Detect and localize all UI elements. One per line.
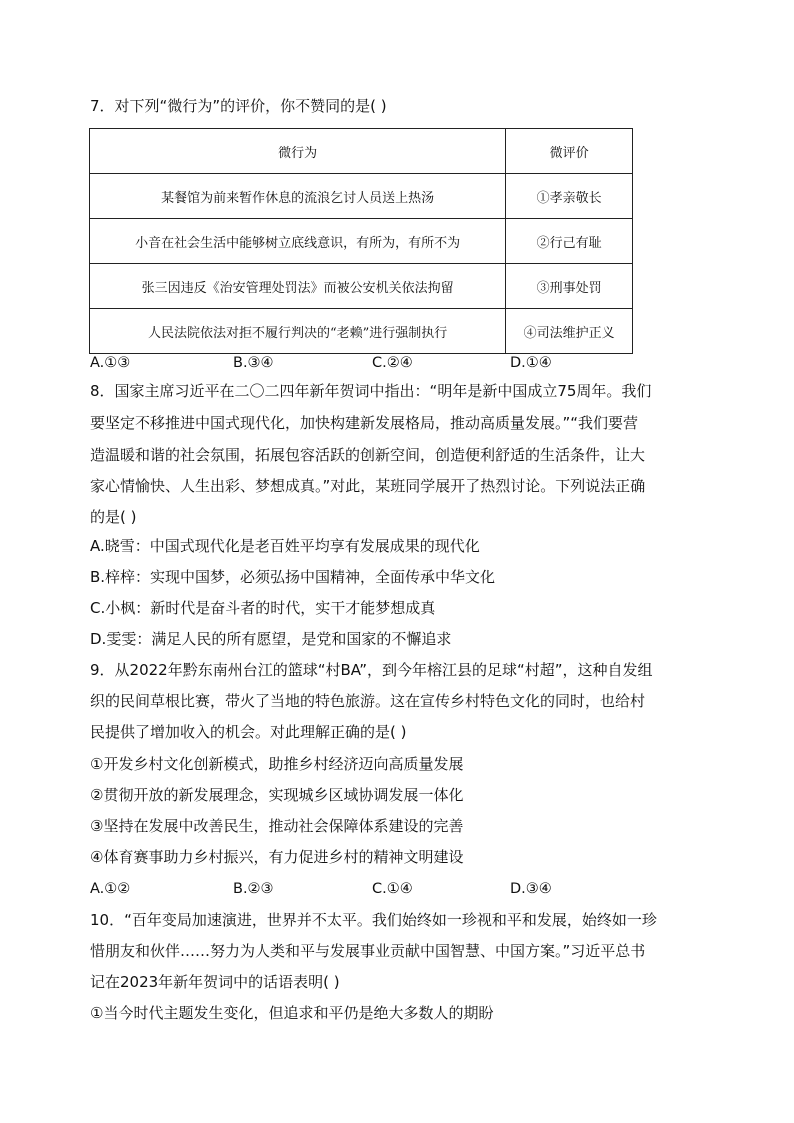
q10-stem-line: 10．“百年变局加速演进，世界并不太平。我们始终如一珍视和平和发展，始终如一珍 — [90, 911, 657, 929]
q9-stem-line: 民提供了增加收入的机会。对此理解正确的是( ) — [90, 723, 407, 741]
q8-choice-c: C.小枫：新时代是奋斗者的时代，实干才能梦想成真 — [90, 599, 436, 617]
q9-stem-line: 织的民间草根比赛，带火了当地的特色旅游。这在宣传乡村特色文化的同时，也给村 — [90, 692, 646, 710]
table-header-behavior: 微行为 — [90, 129, 506, 174]
q8-stem-line: 造温暖和谐的社会氛围，拓展包容活跃的创新空间，创造便利舒适的生活条件，让大 — [90, 446, 646, 464]
table-row — [90, 309, 633, 354]
option-c: C.②④ — [372, 355, 413, 371]
table-row — [90, 174, 633, 219]
option-c: C.①④ — [372, 881, 413, 897]
table-cell-behavior: 张三因违反《治安管理处罚法》而被公安机关依法拘留 — [90, 264, 506, 309]
q7-options — [90, 353, 650, 373]
q9-options — [90, 879, 650, 899]
option-b: B.③④ — [233, 355, 274, 371]
q9-statement: ②贯彻开放的新发展理念，实现城乡区域协调发展一体化 — [90, 786, 464, 804]
table-cell-evaluation: ④司法维护正义 — [506, 309, 633, 354]
q8-stem-line: 的是( ) — [90, 508, 137, 526]
q9-statement: ④体育赛事助力乡村振兴，有力促进乡村的精神文明建设 — [90, 848, 464, 866]
q8-choice-d: D.雯雯：满足人民的所有愿望，是党和国家的不懈追求 — [90, 630, 452, 648]
q9-stem-line: 9．从2022年黔东南州台江的篮球“村BA”，到今年榕江县的足球“村超”，这种自发组 — [90, 661, 653, 679]
table-cell-behavior: 某餐馆为前来暂作休息的流浪乞讨人员送上热汤 — [90, 174, 506, 219]
q9-statement: ③坚持在发展中改善民生，推动社会保障体系建设的完善 — [90, 817, 464, 835]
q8-choice-a: A.晓雪：中国式现代化是老百姓平均享有发展成果的现代化 — [90, 537, 480, 555]
q8-stem-line: 要坚定不移推进中国式现代化，加快构建新发展格局，推动高质量发展。”“我们要营 — [90, 414, 639, 432]
option-d: D.③④ — [510, 881, 552, 897]
table-cell-evaluation: ③刑事处罚 — [506, 264, 633, 309]
q8-choice-b: B.梓梓：实现中国梦，必须弘扬中国精神，全面传承中华文化 — [90, 568, 496, 586]
q9-statement: ①开发乡村文化创新模式，助推乡村经济迈向高质量发展 — [90, 755, 464, 773]
q8-stem-line: 家心情愉快、人生出彩、梦想成真。”对此，某班同学展开了热烈讨论。下列说法正确 — [90, 477, 646, 495]
q7-table — [89, 128, 633, 354]
q10-stem-line: 惜朋友和伙伴……努力为人类和平与发展事业贡献中国智慧、中国方案。”习近平总书 — [90, 942, 646, 960]
q10-stem-line: 记在2023年新年贺词中的话语表明( ) — [90, 973, 340, 991]
option-d: D.①④ — [510, 355, 552, 371]
table-cell-behavior: 人民法院依法对拒不履行判决的“老赖”进行强制执行 — [90, 309, 506, 354]
table-cell-evaluation: ②行己有耻 — [506, 219, 633, 264]
option-a: A.①③ — [90, 355, 131, 371]
option-b: B.②③ — [233, 881, 274, 897]
table-row — [90, 264, 633, 309]
table-header-row — [90, 129, 633, 174]
table-cell-behavior: 小音在社会生活中能够树立底线意识，有所为，有所不为 — [90, 219, 506, 264]
option-a: A.①② — [90, 881, 131, 897]
table-row — [90, 219, 633, 264]
q10-statement: ①当今时代主题发生变化，但追求和平仍是绝大多数人的期盼 — [90, 1004, 494, 1022]
table-header-evaluation: 微评价 — [506, 129, 633, 174]
q7-stem: 7．对下列“微行为”的评价，你不赞同的是( ) — [90, 97, 387, 115]
table-cell-evaluation: ①孝亲敬长 — [506, 174, 633, 219]
q8-stem-line: 8．国家主席习近平在二〇二四年新年贺词中指出：“明年是新中国成立75周年。我们 — [90, 382, 652, 400]
